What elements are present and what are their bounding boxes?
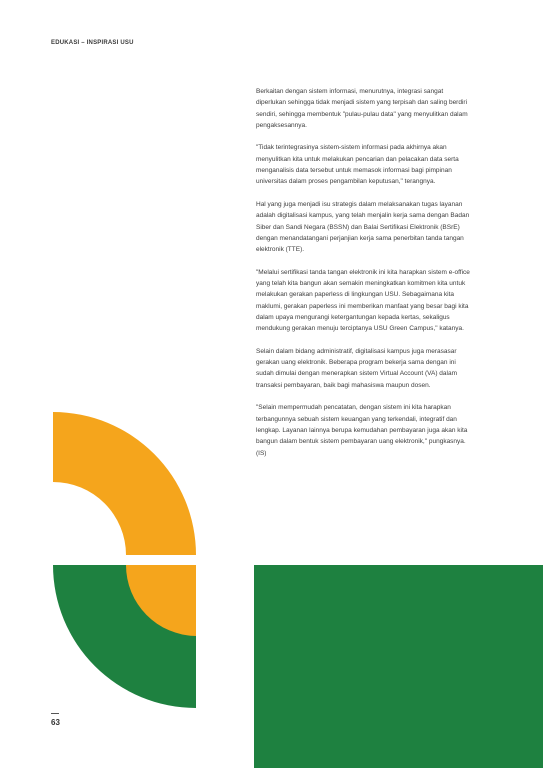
article-paragraph: Berkaitan dengan sistem informasi, menurutnya, integrasi sangat diperlukan sehingga tidak menjadi sistem yang terpisah dan saling berdiri sendiri, sehingga membentuk "pulau-pulau data" yang menyulitkan dalam pengaksesannya. — [256, 88, 468, 129]
article-paragraph: "Tidak terintegrasinya sistem-sistem informasi pada akhirnya akan menyulitkan kita untuk melakukan pencarian dan pelacakan data serta menganalisis data tersebut untuk memasok informasi bagi pimpinan universitas dalam proses pengambilan keputusan," terangnya. — [256, 144, 459, 186]
green-block-shape — [254, 565, 543, 768]
article-paragraph: Selain dalam bidang administratif, digitalisasi kampus juga merasasar gerakan uang elektronik. Beberapa program bekerja sama dengan ini sudah dimulai dengan menerapkan sistem Virtual Account (VA) dalam transaksi pembayaran, baik bagi mahasiswa maupun dosen. — [256, 347, 458, 389]
article-paragraph: "Selain mempermudah pencatatan, dengan sistem ini kita harapkan terbangunnya sebuah sistem keuangan yang terkendali, integratif dan lengkap. Layanan lainnya berupa kemudahan pembayaran juga akan kita bangun dalam bentuk sistem pembayaran uang elektronik," pungkasnya. (IS) — [256, 404, 468, 457]
page-number: 63 — [51, 718, 60, 727]
page-number-rule — [51, 713, 59, 714]
article-paragraph: Hal yang juga menjadi isu strategis dalam melaksanakan tugas layanan adalah digitalisasi kampus, yang telah menjalin kerja sama dengan Badan Siber dan Sandi Negara (BSSN) dan Balai Sertifikasi Elektronik (BSrE) dengan menandatangani perjanjian kerja sama penerbitan tanda tangan elektronik (TTE). — [256, 200, 470, 254]
orange-arc-shape — [53, 412, 196, 555]
page-header-label: EDUKASI – INSPIRASI USU — [51, 40, 134, 46]
article-paragraph: "Melalui sertifikasi tanda tangan elektronik ini kita harapkan sistem e-office yang telah kita bangun akan semakin meningkatkan komitmen kita untuk melakukan gerakan paperless di lingkungan USU. Sebagaimana kita maklumi, gerakan paperless ini memberikan manfaat yang besar bagi kita dalam upaya mengurangi ketergantungan kepada kertas, sekaligus mendukung gerakan menuju terciptanya USU Green Campus," katanya. — [256, 268, 470, 333]
